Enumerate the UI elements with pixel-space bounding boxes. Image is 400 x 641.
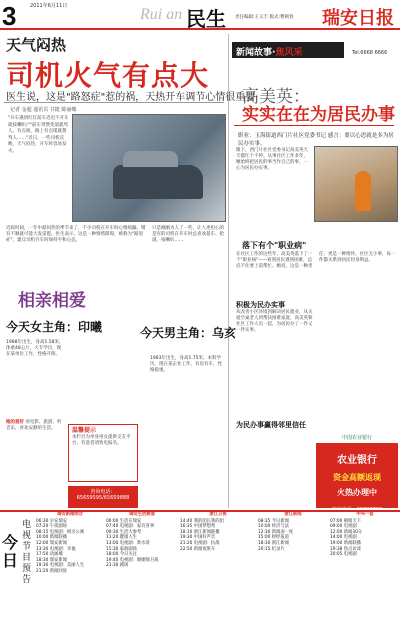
ad-line3: 火热办理中 (337, 488, 377, 497)
story-body: 近段时间，一年中最闷热的季节来了，不少司机在开车时心情烦躁，稍有不顺就可能大发雷霆。医生表示，这是一种情绪障碍，被称为"路怒症"，建议司机开车时保持平和心态。 (6, 226, 146, 243)
page-number: 3 (2, 1, 17, 31)
logo-part-1: 相亲 (18, 291, 52, 311)
channel-schedule: 08:35 今日新闻 10:00 经济与法 12:30 新闻深一度 15:00 财经报道 18:30 浙江新闻 20:15 纪录片 (258, 518, 294, 552)
tv-listing-1 (36, 512, 104, 575)
personals-logo (18, 286, 86, 311)
ad-line2: 资金高额返现 (333, 473, 381, 482)
hobby-text: 看电影、旅游、听音乐，喜欢安静的生活。 (6, 420, 62, 431)
divider (4, 102, 224, 103)
person-image (355, 171, 371, 211)
band-accent: 焦风采 (275, 48, 303, 58)
tip-text: 本栏目为单身男女提供交友平台，有意者请致电报名。 (72, 435, 131, 446)
story-kicker: 天气闷热 (6, 36, 67, 54)
male-bio: 1983年出生，身高1.75米，本科学历，现在某企业工作，有房有车，性格稳重。 (150, 356, 222, 373)
channel-schedule: 14:40 我的团长我的团 16:35 中国梦想秀 18:10 浙江新闻联播 19:30 中国好声音 21:20 电视剧：抗战 22:50 新闻夜班车 (180, 518, 224, 552)
channel-schedule: 06:30 早安瑞安 07:20 午夜剧场 08:15 电视剧：相亲公寓 10:00 新闻联播 12:00 瑞安新闻 13:30 电视剧：幸福 17:50 动画城 18:30 瑞安新闻 19:30 电视剧：美丽人生 21:20 新闻回放 (36, 518, 85, 574)
logo-part-2: 相爱 (52, 291, 86, 311)
car-image (113, 165, 203, 199)
section-title: 民生 (186, 7, 226, 31)
red-divider (234, 125, 394, 126)
profile-headline: 实实在在为居民办事 (242, 105, 395, 125)
tip-title: 温馨提示 (72, 427, 97, 434)
channel-name: 浙江新闻 (284, 512, 302, 517)
newspaper-logo: 瑞安日报 (322, 8, 394, 29)
story-quotes: "开车遇到红灯前车迟迟不开车就按喇叭!""前车突然变道就骂人，有点烦，路上有点堵就想骂人……"近日，一些司机反映，天气闷热，开车时容易发火。 (8, 116, 69, 154)
male-title: 今天男主角：乌亥 (140, 326, 237, 340)
band-label: 新闻故事 (236, 48, 273, 58)
story-column: 只是刚刚为人了一些，让人更担心的是有的司机在开车时总喜欢超车、抢道、按喇叭…… (152, 226, 224, 243)
subheading-2: 积极为民办实事 (236, 301, 285, 309)
tv-listing-3 (180, 512, 256, 552)
bank-ad (316, 432, 398, 513)
tv-listing-5 (330, 512, 400, 558)
tip-box (68, 424, 138, 482)
tv-title: 电视节目预告 (22, 520, 32, 585)
channel-name: 浙江卫视 (209, 512, 227, 517)
profile-photo (314, 146, 398, 222)
traffic-photo (72, 114, 226, 222)
news-story-band: 新闻故事·焦风采 (232, 42, 344, 58)
story-subhead: 医生说，这是"路怒症"惹的祸，天热开车调节心情很重要 (6, 92, 256, 103)
page-header (0, 0, 400, 30)
channel-name: 瑞安生活频道 (129, 512, 155, 517)
channel-name: 瑞安新闻综合 (57, 512, 83, 517)
profile-body-2: 在社区工作的这些年，高美英落下了一个"职业病"——看到居民遇到困难，总忍不住要上前帮忙。她说，这是一种责任，更是一种情怀。社区无小事，每一件都关系到居民切身利益。 (236, 252, 396, 269)
profile-body: 眼下，西门片社区党委书记高美英天天都忙个不停。从事社区工作多年，她始终把居民的事当作自己的事，一心为居民办实事。 (236, 148, 308, 171)
subheading-1: 落下有个"职业病" (242, 241, 307, 250)
ad-line1: 农业银行 (337, 455, 377, 466)
subheading-3: 为民办事赢得邻里信任 (236, 421, 306, 429)
editors-line: 责任编辑:王义丰 版式:曹朝春 (235, 15, 294, 20)
profile-deck: 职业：玉海街道西门片社区党委书记 感言：要以心思就是多为居民办实事。 (238, 133, 394, 147)
female-bio: 1988年出生，身高1.58米，体重48公斤，大专学历，现在某单位工作，性格开朗。 (6, 340, 64, 357)
today-label: 今日 (2, 533, 19, 570)
profile-name: 高美英： (242, 87, 310, 107)
tv-listing-4 (258, 512, 328, 552)
female-title: 今天女主角：印曦 (6, 320, 103, 334)
signup-phone: 咨询电话：65659595/65659888 (68, 486, 138, 508)
tel-number: Tel.6668 6666 (352, 50, 388, 56)
hobby-label: 她的爱好 (6, 420, 24, 425)
channel-schedule: 07:00 朝闻天下 09:00 电视剧 12:00 新闻30分 14:00 电视剧 19:00 新闻联播 19:38 焦点访谈 20:05 电视剧 (330, 518, 363, 558)
story-byline: 记者 金超 通讯员 甘捷 陈丽娜 (10, 107, 77, 113)
tv-listing-2 (106, 512, 178, 569)
issue-date: 2011年6月11日 (30, 3, 68, 9)
ad-tel: 咨询电话：65823700 (331, 507, 383, 513)
channel-name: 中央一套 (356, 512, 374, 517)
bank-name: 中国农业银行 (316, 432, 398, 443)
female-hobby (6, 420, 64, 432)
story-headline: 司机火气有点大 (6, 59, 210, 92)
channel-schedule: 06:00 生活在瑞安 07:40 电视剧：家有喜事 09:30 生活大参考 11:20 健康人生 13:00 电视剧：新水浒 15:30 家政剧场 18:00 今日关注 19:40 电视剧：婚姻保卫战 21:30 剧场 (106, 518, 159, 569)
profile-body-3: 从改善小区环境到解决居民就业，从关爱空巢老人到帮扶困难家庭，高美英和社区工作人员一起，为居民办了一件又一件实事。 (236, 310, 313, 333)
pinyin-label: Rui an (140, 6, 183, 23)
